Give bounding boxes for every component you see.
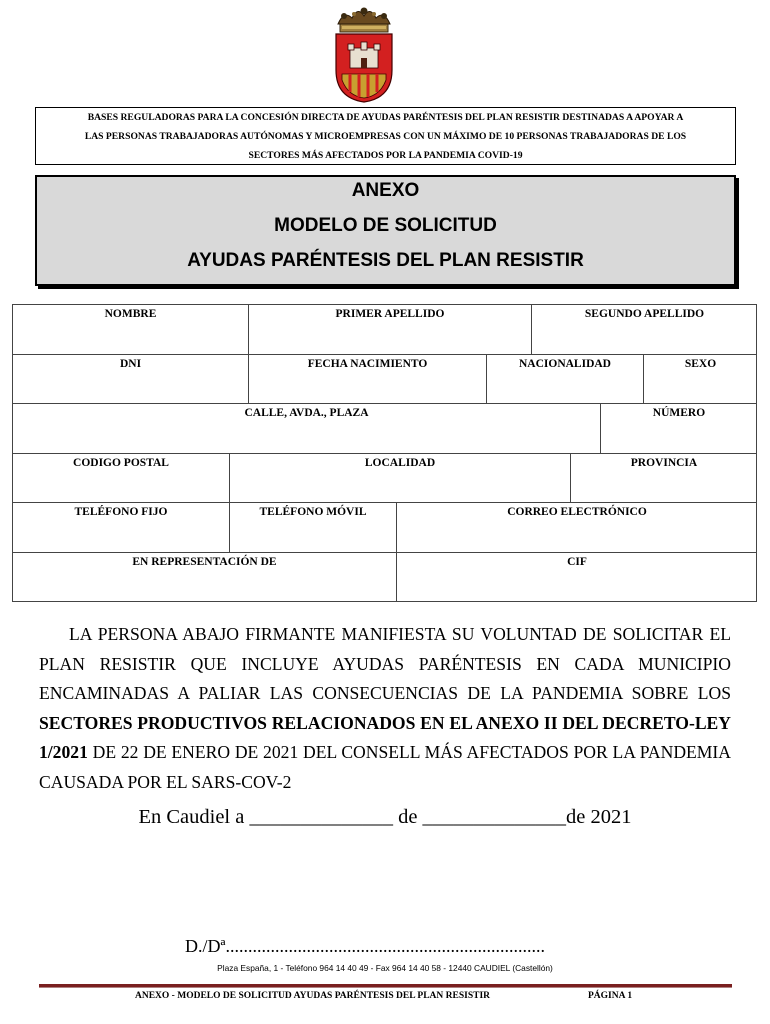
field-primer-apellido-label: PRIMER APELLIDO bbox=[335, 308, 445, 320]
footer-divider bbox=[39, 984, 732, 988]
field-sexo-label: SEXO bbox=[684, 358, 717, 370]
field-fecha-nacimiento-label: FECHA NACIMIENTO bbox=[307, 358, 428, 370]
field-segundo-apellido-label: SEGUNDO APELLIDO bbox=[584, 308, 705, 320]
title-annex: ANEXO bbox=[351, 180, 420, 201]
declaration-text-part-2: DE 22 DE ENERO DE 2021 DEL CONSELL MÁS AFECTADOS POR LA PANDEMIA CAUSADA POR EL SARS-COV-2 bbox=[39, 742, 731, 792]
field-codigo-postal-label: CODIGO POSTAL bbox=[73, 457, 169, 469]
header-line-3: SECTORES MÁS AFECTADOS POR LA PANDEMIA COVID-19 bbox=[248, 150, 523, 161]
field-telefono-fijo[interactable] bbox=[12, 502, 229, 552]
field-dni-label: DNI bbox=[119, 358, 142, 370]
field-representacion-label: EN REPRESENTACIÓN DE bbox=[132, 556, 277, 568]
field-segundo-apellido[interactable] bbox=[531, 304, 757, 354]
field-calle-label: CALLE, AVDA., PLAZA bbox=[244, 407, 369, 419]
field-telefono-movil-label: TELÉFONO MÓVIL bbox=[259, 506, 367, 518]
field-dni[interactable] bbox=[12, 354, 248, 403]
field-nombre-label: NOMBRE bbox=[104, 308, 157, 320]
applicant-form bbox=[12, 304, 757, 602]
title-model: MODELO DE SOLICITUD bbox=[274, 215, 497, 236]
field-calle[interactable] bbox=[12, 403, 600, 453]
field-correo-electronico[interactable] bbox=[396, 502, 757, 552]
field-numero-label: NÚMERO bbox=[652, 407, 706, 419]
crown-icon bbox=[338, 8, 390, 33]
field-provincia[interactable] bbox=[570, 453, 757, 502]
declaration-text-part-1: LA PERSONA ABAJO FIRMANTE MANIFIESTA SU VOLUNTAD DE SOLICITAR EL PLAN RESISTIR QUE INCLUYE AYUDAS PARÉNTESIS EN CADA MUNICIPIO ENCAMINADAS A PALIAR LAS CONSECUENCIAS DE LA PANDEMIA SOBRE LOS bbox=[39, 624, 731, 703]
municipal-coat-of-arms-icon bbox=[330, 6, 398, 104]
field-nacionalidad[interactable] bbox=[486, 354, 643, 403]
date-line: En Caudiel a ______________ de ______________de 2021 bbox=[138, 806, 632, 828]
header-line-1: BASES REGULADORAS PARA LA CONCESIÓN DIRECTA DE AYUDAS PARÉNTESIS DEL PLAN RESISTIR DESTINADAS A APOYAR A bbox=[87, 112, 684, 123]
title-box bbox=[35, 175, 736, 286]
regulatory-bases-header bbox=[35, 107, 736, 165]
header-line-2: LAS PERSONAS TRABAJADORAS AUTÓNOMAS Y MICROEMPRESAS CON UN MÁXIMO DE 10 PERSONAS TRABAJADORAS DE LOS bbox=[84, 131, 687, 142]
field-fecha-nacimiento[interactable] bbox=[248, 354, 486, 403]
declaration-paragraph bbox=[39, 620, 731, 797]
field-localidad-label: LOCALIDAD bbox=[364, 457, 436, 469]
town-hall-address: Plaza España, 1 - Teléfono 964 14 40 49 - Fax 964 14 40 58 - 12440 CAUDIEL (Castellón) bbox=[217, 963, 553, 973]
field-localidad[interactable] bbox=[229, 453, 570, 502]
field-cif[interactable] bbox=[396, 552, 757, 602]
signature-line: D./Dª....................................................................... bbox=[185, 936, 545, 956]
field-primer-apellido[interactable] bbox=[248, 304, 531, 354]
footer-page-number: PÁGINA 1 bbox=[588, 991, 633, 1001]
field-nombre[interactable] bbox=[12, 304, 248, 354]
field-cif-label: CIF bbox=[567, 556, 587, 568]
field-codigo-postal[interactable] bbox=[12, 453, 229, 502]
field-telefono-movil[interactable] bbox=[229, 502, 396, 552]
field-correo-electronico-label: CORREO ELECTRÓNICO bbox=[507, 506, 647, 518]
field-sexo[interactable] bbox=[643, 354, 757, 403]
field-representacion[interactable] bbox=[12, 552, 396, 602]
field-numero[interactable] bbox=[600, 403, 757, 453]
footer-document-title: ANEXO - MODELO DE SOLICITUD AYUDAS PARÉNTESIS DEL PLAN RESISTIR bbox=[135, 991, 491, 1001]
field-provincia-label: PROVINCIA bbox=[630, 457, 698, 469]
title-program: AYUDAS PARÉNTESIS DEL PLAN RESISTIR bbox=[187, 250, 584, 271]
field-telefono-fijo-label: TELÉFONO FIJO bbox=[74, 506, 168, 518]
field-nacionalidad-label: NACIONALIDAD bbox=[518, 358, 611, 370]
declaration-text-bold: SECTORES PRODUCTIVOS RELACIONADOS EN EL ANEXO II DEL DECRETO-LEY 1/2021 bbox=[39, 712, 731, 762]
